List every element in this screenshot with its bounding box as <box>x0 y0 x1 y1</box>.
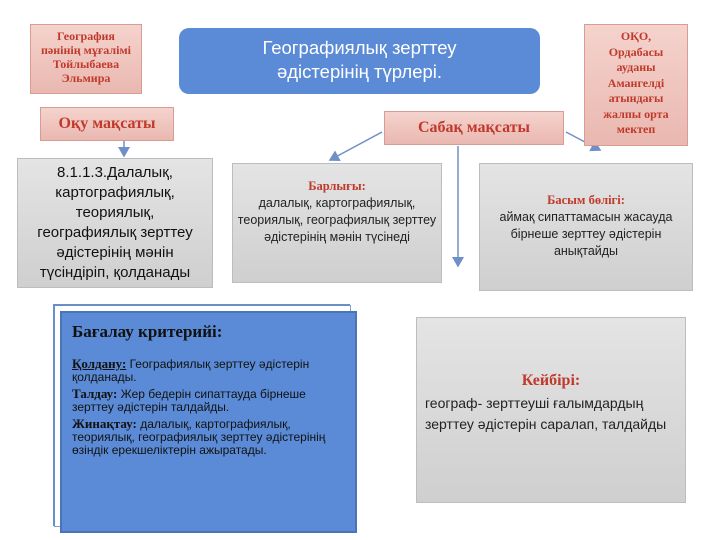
all-students-text: далалық, картографиялық, теориялық, географиялық зерттеу әдістерінің мәнін түсінеді <box>237 196 437 244</box>
school-line: ОҚО, <box>620 29 652 43</box>
arrow-to-all <box>330 132 382 160</box>
school-line: Амангелді <box>607 75 665 90</box>
learning-goal-label: Оқу мақсаты <box>40 107 174 141</box>
learning-objective-box <box>17 158 213 288</box>
objective-line: әдістерінің мәнін <box>56 244 174 261</box>
all-students-box <box>232 163 442 283</box>
teacher-line: Эльмира <box>61 71 111 85</box>
title-line: Географиялық зерттеу <box>262 37 457 58</box>
objective-line: 8.1.1.3.Далалық, <box>57 164 173 181</box>
objective-line: географиялық зерттеу <box>37 224 193 241</box>
criteria-item-analyze <box>72 387 345 414</box>
objective-line: теориялық, <box>75 204 155 221</box>
school-line: атындағы <box>608 91 664 105</box>
teacher-name-box <box>30 24 142 94</box>
some-students-box <box>416 317 686 503</box>
assessment-criteria-box <box>60 311 357 533</box>
lesson-title <box>179 28 540 94</box>
teacher-line: География <box>57 29 115 43</box>
criteria-title: Бағалау критерийі: <box>72 322 223 341</box>
some-students-text: географ- зерттеуші ғалымдардың зерттеу әдістерін саралап, талдайды <box>425 395 667 432</box>
criteria-item-text: Географиялық зерттеу әдістерін қолданады. <box>72 357 310 384</box>
some-students-heading: Кейбірі: <box>521 372 581 389</box>
teacher-line: Тойлыбаева <box>52 57 120 71</box>
teacher-line: пәнінің мұғалімі <box>41 43 131 57</box>
most-students-text: аймақ сипаттамасын жасауда бірнеше зерттеу әдістерін анықтайды <box>499 210 673 258</box>
criteria-item-label: Жинақтау: <box>72 416 137 431</box>
most-students-box <box>479 163 693 291</box>
school-box <box>584 24 688 146</box>
school-line: жалпы орта <box>603 106 669 121</box>
criteria-item-label: Талдау: <box>72 386 118 401</box>
objective-line: картографиялық, <box>55 184 175 201</box>
title-line: әдістерінің түрлері. <box>276 61 443 82</box>
criteria-item-text: далалық, картографиялық, теориялық, географиялық зерттеу әдістерінің өзіндік ерекшеліктерін ажыратады. <box>72 417 326 457</box>
school-line: Ордабасы <box>608 44 664 59</box>
criteria-item-label: Қолдану: <box>72 356 127 371</box>
lesson-goal-label: Сабақ мақсаты <box>384 111 564 145</box>
criteria-item-text: Жер бедерін сипаттауда бірнеше зерттеу әдістерін талдайды. <box>72 387 306 414</box>
school-line: ауданы <box>616 60 656 74</box>
all-students-heading: Барлығы: <box>308 179 366 193</box>
most-students-heading: Басым бөлігі: <box>547 193 625 207</box>
objective-line: түсіндіріп, қолданады <box>39 264 191 281</box>
criteria-item-apply <box>72 357 345 384</box>
school-line: мектеп <box>616 122 656 136</box>
criteria-item-synthesize <box>72 417 345 457</box>
